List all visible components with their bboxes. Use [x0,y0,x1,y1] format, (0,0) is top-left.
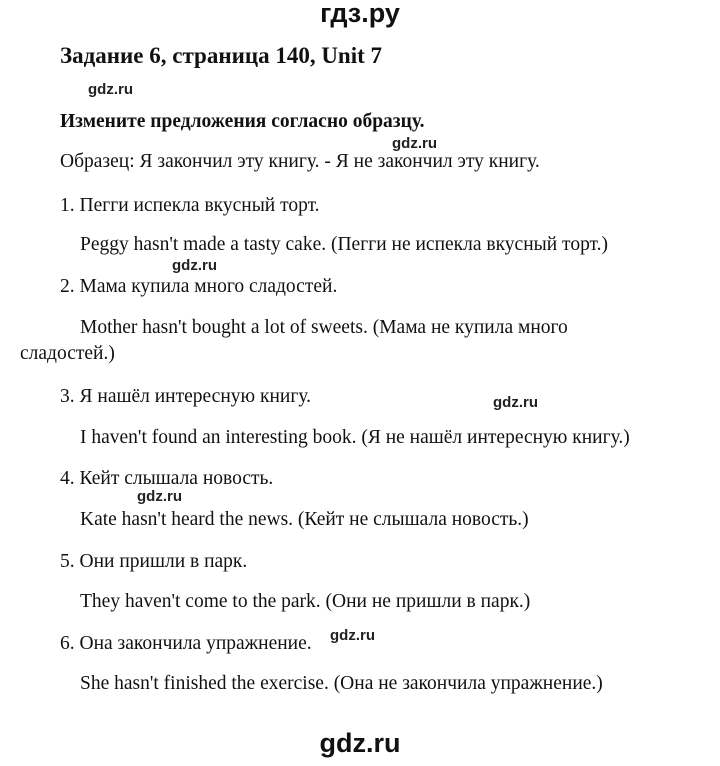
answer-2-continued: сладостей.) [20,343,115,364]
watermark: gdz.ru [392,135,437,152]
question-6: 6. Она закончила упражнение. [60,633,312,654]
watermark: gdz.ru [88,81,133,98]
watermark: gdz.ru [330,627,375,644]
example: Образец: Я закончил эту книгу. - Я не закончил эту книгу. [60,151,540,172]
watermark: gdz.ru [137,488,182,505]
answer-4: Kate hasn't heard the news. (Кейт не слышала новость.) [80,509,529,530]
watermark: gdz.ru [493,394,538,411]
footer-logo: gdz.ru [319,728,401,758]
page-title: Задание 6, страница 140, Unit 7 [60,43,383,68]
watermark: gdz.ru [172,257,217,274]
question-1: 1. Пегги испекла вкусный торт. [60,195,320,216]
header-logo: гдз.ру [320,0,400,28]
answer-2: Mother hasn't bought a lot of sweets. (Мама не купила много [80,317,568,338]
question-3: 3. Я нашёл интересную книгу. [60,386,311,407]
question-4: 4. Кейт слышала новость. [60,468,274,489]
answer-6: She hasn't finished the exercise. (Она не закончила упражнение.) [80,673,603,694]
answer-3: I haven't found an interesting book. (Я не нашёл интересную книгу.) [80,427,630,448]
question-2: 2. Мама купила много сладостей. [60,276,338,297]
instruction: Измените предложения согласно образцу. [60,111,425,132]
question-5: 5. Они пришли в парк. [60,551,248,572]
answer-5: They haven't come to the park. (Они не пришли в парк.) [80,591,531,612]
answer-1: Peggy hasn't made a tasty cake. (Пегги не испекла вкусный торт.) [80,234,608,255]
